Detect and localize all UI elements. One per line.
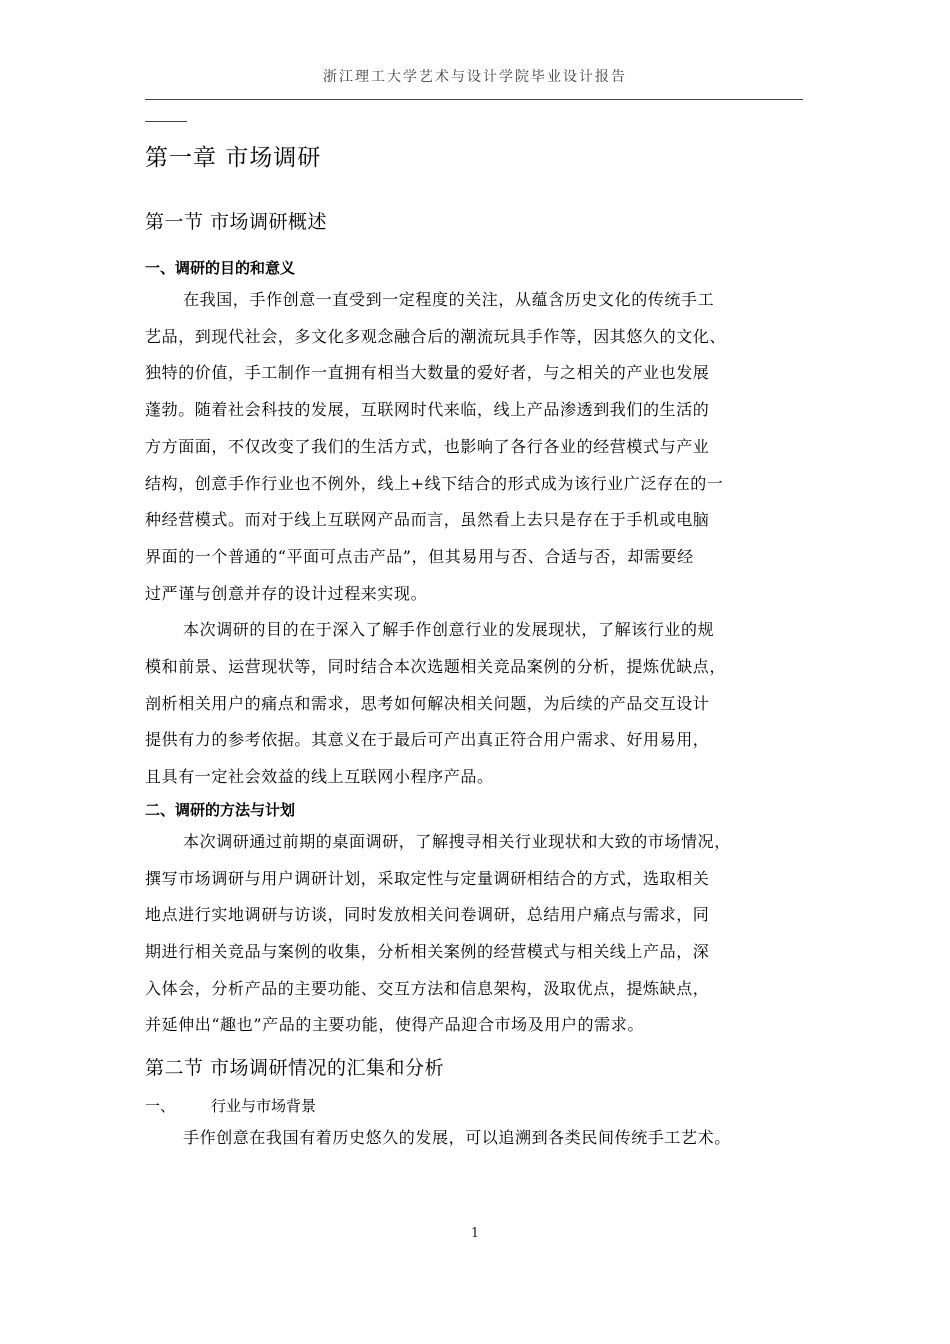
text-line: 撰写市场调研与用户调研计划，采取定性与定量调研相结合的方式，选取相关 xyxy=(145,868,710,888)
section-2-title: 第二节 市场调研情况的汇集和分析 xyxy=(145,1057,445,1080)
text-line: 结构，创意手作行业也不例外，线上+线下结合的形式成为该行业广泛存在的一 xyxy=(145,473,724,493)
text-line: 本次调研的目的在于深入了解手作创意行业的发展现状，了解该行业的规 xyxy=(183,620,715,640)
text-line: 模和前景、运营现状等，同时结合本次选题相关竞品案例的分析，提炼优缺点， xyxy=(145,657,727,677)
page-number: 1 xyxy=(470,1226,480,1241)
section-1-subheading-1: 一、调研的目的和意义 xyxy=(145,259,296,277)
text-line: 提供有力的参考依据。其意义在于最后可产出真正符合用户需求、好用易用， xyxy=(145,730,710,750)
paragraph-background xyxy=(145,1120,825,1157)
text-line: 且具有一定社会效益的线上互联网小程序产品。 xyxy=(145,767,494,787)
text-line: 艺品，到现代社会，多文化多观念融合后的潮流玩具手作等，因其悠久的文化、 xyxy=(145,326,727,346)
chapter-title: 第一章 市场调研 xyxy=(145,145,322,171)
text-line: 过严谨与创意并存的设计过程来实现。 xyxy=(145,583,428,603)
paragraph-purpose-1 xyxy=(145,282,825,612)
text-line: 剖析相关用户的痛点和需求，思考如何解决相关问题，为后续的产品交互设计 xyxy=(145,693,710,713)
paragraph-purpose-2 xyxy=(145,612,825,796)
text-line: 手作创意在我国有着历史悠久的发展，可以追溯到各类民间传统手工艺术。 xyxy=(183,1128,731,1148)
text-line: 在我国，手作创意一直受到一定程度的关注，从蕴含历史文化的传统手工 xyxy=(183,290,715,309)
header-divider xyxy=(145,99,803,100)
section-1-subheading-2: 二、调研的方法与计划 xyxy=(145,800,296,819)
paragraph-method xyxy=(145,824,825,1044)
text-line: 独特的价值，手工制作一直拥有相当大数量的爱好者，与之相关的产业也发展 xyxy=(145,363,710,383)
text-line: 地点进行实地调研与访谈，同时发放相关问卷调研，总结用户痛点与需求，同 xyxy=(145,905,710,925)
text-line: 种经营模式。而对于线上互联网产品而言，虽然看上去只是存在于手机或电脑 xyxy=(145,510,710,530)
running-header: 浙江理工大学艺术与设计学院毕业设计报告 xyxy=(323,69,627,85)
text-line: 并延伸出“趣也”产品的主要功能，使得产品迎合市场及用户的需求。 xyxy=(145,1015,644,1035)
text-line: 期进行相关竞品与案例的收集，分析相关案例的经营模式与相关线上产品，深 xyxy=(145,941,710,961)
text-line: 本次调研通过前期的桌面调研，了解搜寻相关行业现状和大致的市场情况， xyxy=(183,831,731,851)
subheading-number: 一、 xyxy=(145,1097,176,1116)
section-2-subheading-1 xyxy=(145,1092,825,1120)
text-line: 界面的一个普通的“平面可点击产品”，但其易用与否、合适与否，却需要经 xyxy=(145,546,694,566)
header-divider-tail xyxy=(145,121,187,122)
subheading-text: 行业与市场背景 xyxy=(211,1097,317,1116)
text-line: 方方面面，不仅改变了我们的生活方式，也影响了各行各业的经营模式与产业 xyxy=(145,436,710,456)
document-body xyxy=(145,138,825,1157)
section-1-title: 第一节 市场调研概述 xyxy=(145,211,328,233)
text-line: 入体会，分析产品的主要功能、交互方法和信息架构，汲取优点，提炼缺点， xyxy=(145,978,710,998)
text-line: 蓬勃。随着社会科技的发展，互联网时代来临，线上产品渗透到我们的生活的 xyxy=(145,400,710,420)
